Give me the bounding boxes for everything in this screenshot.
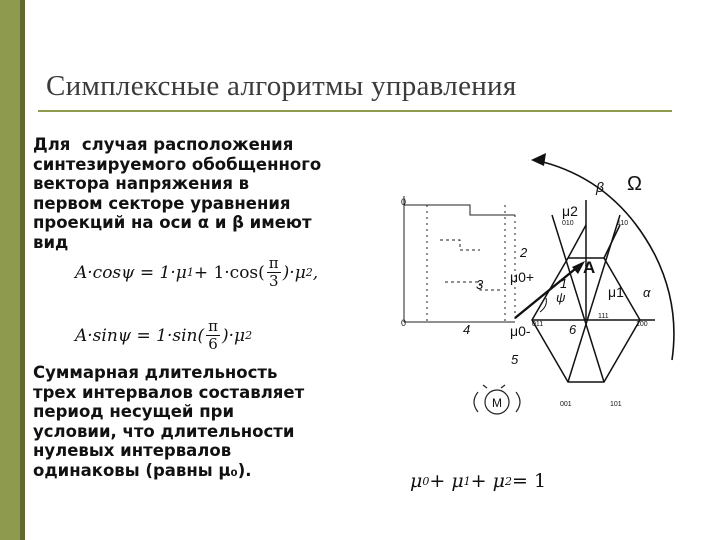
f1-sub2: 2 — [305, 266, 313, 279]
sector-4-label: 4 — [463, 322, 471, 337]
f3-s2: 2 — [504, 474, 512, 488]
f1-lhs: A·cosψ = 1·μ — [75, 262, 187, 283]
slide-title: Симплексные алгоритмы управления — [46, 70, 517, 102]
f3-b: + μ — [429, 470, 464, 492]
mu1-label: μ1 — [608, 284, 624, 300]
state-111: 111 — [598, 313, 609, 320]
beta-label: β — [596, 179, 604, 195]
f2-num: π — [208, 317, 218, 335]
state-110: 110 — [617, 220, 629, 227]
motor-label: M — [492, 396, 502, 410]
f1-mid: + 1·cos( — [193, 262, 265, 283]
f3-a: μ — [410, 470, 423, 492]
sector-3-label: 3 — [476, 277, 484, 292]
sector-6-label: 6 — [569, 322, 577, 337]
vector-a-label: A — [583, 258, 596, 277]
sector-1-label: 1 — [560, 276, 568, 291]
f2-lhs: A·sinψ = 1·sin( — [75, 325, 205, 346]
f3-s0: 0 — [422, 474, 430, 488]
paragraph-duration: Суммарная длительность трех интервалов составляет период несущей при условии, что длительности нулевых интервалов одинаковы (равны μ₀). — [33, 363, 305, 480]
f2-tail: )·μ — [222, 325, 246, 346]
wave-level-low: 0 — [401, 318, 407, 328]
f1-sub1: 1 — [186, 266, 194, 279]
wave-level-high: 0 — [401, 197, 407, 207]
f1-tail: )·μ — [282, 262, 306, 283]
f1-end: , — [312, 262, 319, 283]
f3-c: + μ — [470, 470, 505, 492]
rotation-arrow-head — [531, 153, 546, 166]
f3-s1: 1 — [463, 474, 471, 488]
mu0plus-label: μ0+ — [510, 269, 535, 285]
omega-label: Ω — [627, 173, 642, 195]
f2-sub2: 2 — [245, 329, 253, 342]
alpha-label: α — [643, 285, 651, 300]
sector-2-label: 2 — [520, 245, 528, 260]
mu2-label: μ2 — [562, 203, 578, 219]
psi-label: ψ — [556, 290, 566, 305]
state-011: 011 — [532, 321, 544, 328]
f1-den: 3 — [268, 272, 279, 290]
state-001: 001 — [560, 401, 572, 408]
mu0minus-label: μ0- — [510, 323, 531, 339]
sector-5-label: 5 — [511, 352, 519, 367]
f2-den: 6 — [208, 335, 218, 353]
state-100: 100 — [636, 321, 648, 328]
f1-num: π — [268, 254, 279, 272]
f3-d: = 1 — [511, 470, 547, 492]
state-101: 101 — [610, 401, 622, 408]
timing-waveform — [404, 196, 515, 322]
voltage-hexagon — [532, 200, 655, 382]
state-010: 010 — [562, 220, 574, 227]
paragraph-intro: Для случая расположения синтезируемого обобщенного вектора напряжения в первом секторе уравнения проекций на оси α и β имеют вид — [33, 135, 322, 252]
